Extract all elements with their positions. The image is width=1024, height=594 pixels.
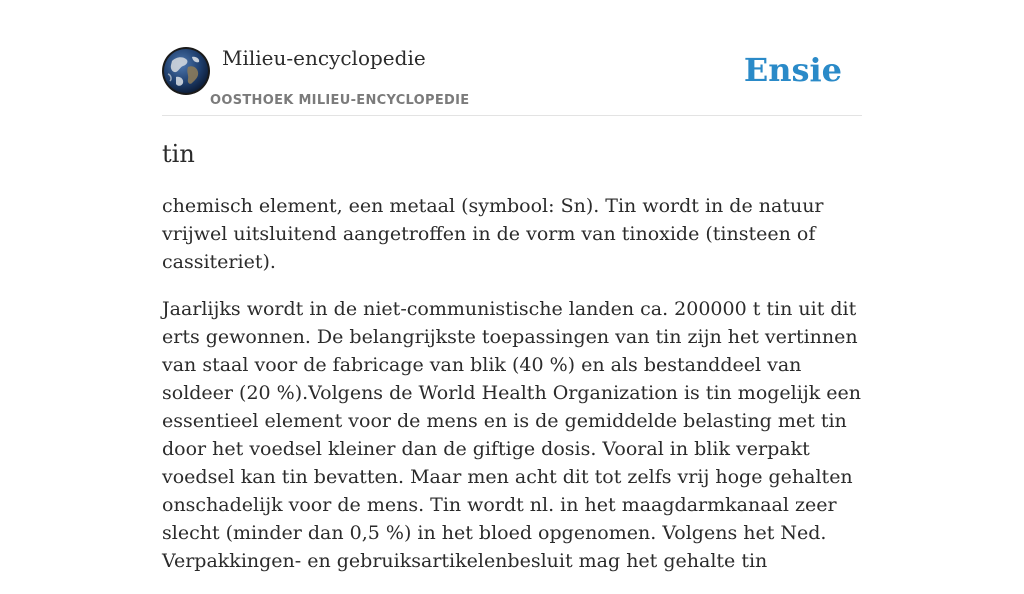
earth-globe-icon[interactable] <box>162 47 210 95</box>
entry-paragraph: Jaarlijks wordt in de niet-communistische landen ca. 200000 t tin uit dit erts gewonnen. De belangrijkste toepassingen van tin zijn het vertinnen van staal voor de fabricage van blik (40 %) en als bestanddeel van soldeer (20 %).Volgens de World Health Organization is tin mogelijk een essentieel element voor de mens en is de gemiddelde belasting met tin door het voedsel kleiner dan de giftige dosis. Vooral in blik verpakt voedsel kan tin bevatten. Maar men acht dit tot zelfs vrij hoge gehalten onschadelijk voor de mens. Tin wordt nl. in het maagdarmkanaal zeer slecht (minder dan 0,5 %) in het bloed opgenomen. Volgens het Ned. Verpakkingen- en gebruiksartikelenbesluit mag het gehalte tin <box>162 298 861 572</box>
site-header <box>162 0 862 116</box>
brand-logo[interactable]: Ensie <box>743 51 842 89</box>
entry-paragraph: chemisch element, een metaal (symbool: Sn). Tin wordt in de natuur vrijwel uitsluitend aangetroffen in de vorm van tinoxide (tinsteen of cassiteriet). <box>162 195 824 273</box>
site-subtitle[interactable]: OOSTHOEK MILIEU-ENCYCLOPEDIE <box>210 93 470 108</box>
entry-body <box>162 192 862 594</box>
site-title[interactable]: Milieu-encyclopedie <box>222 46 426 70</box>
entry-title: tin <box>162 140 195 168</box>
page <box>162 0 862 572</box>
